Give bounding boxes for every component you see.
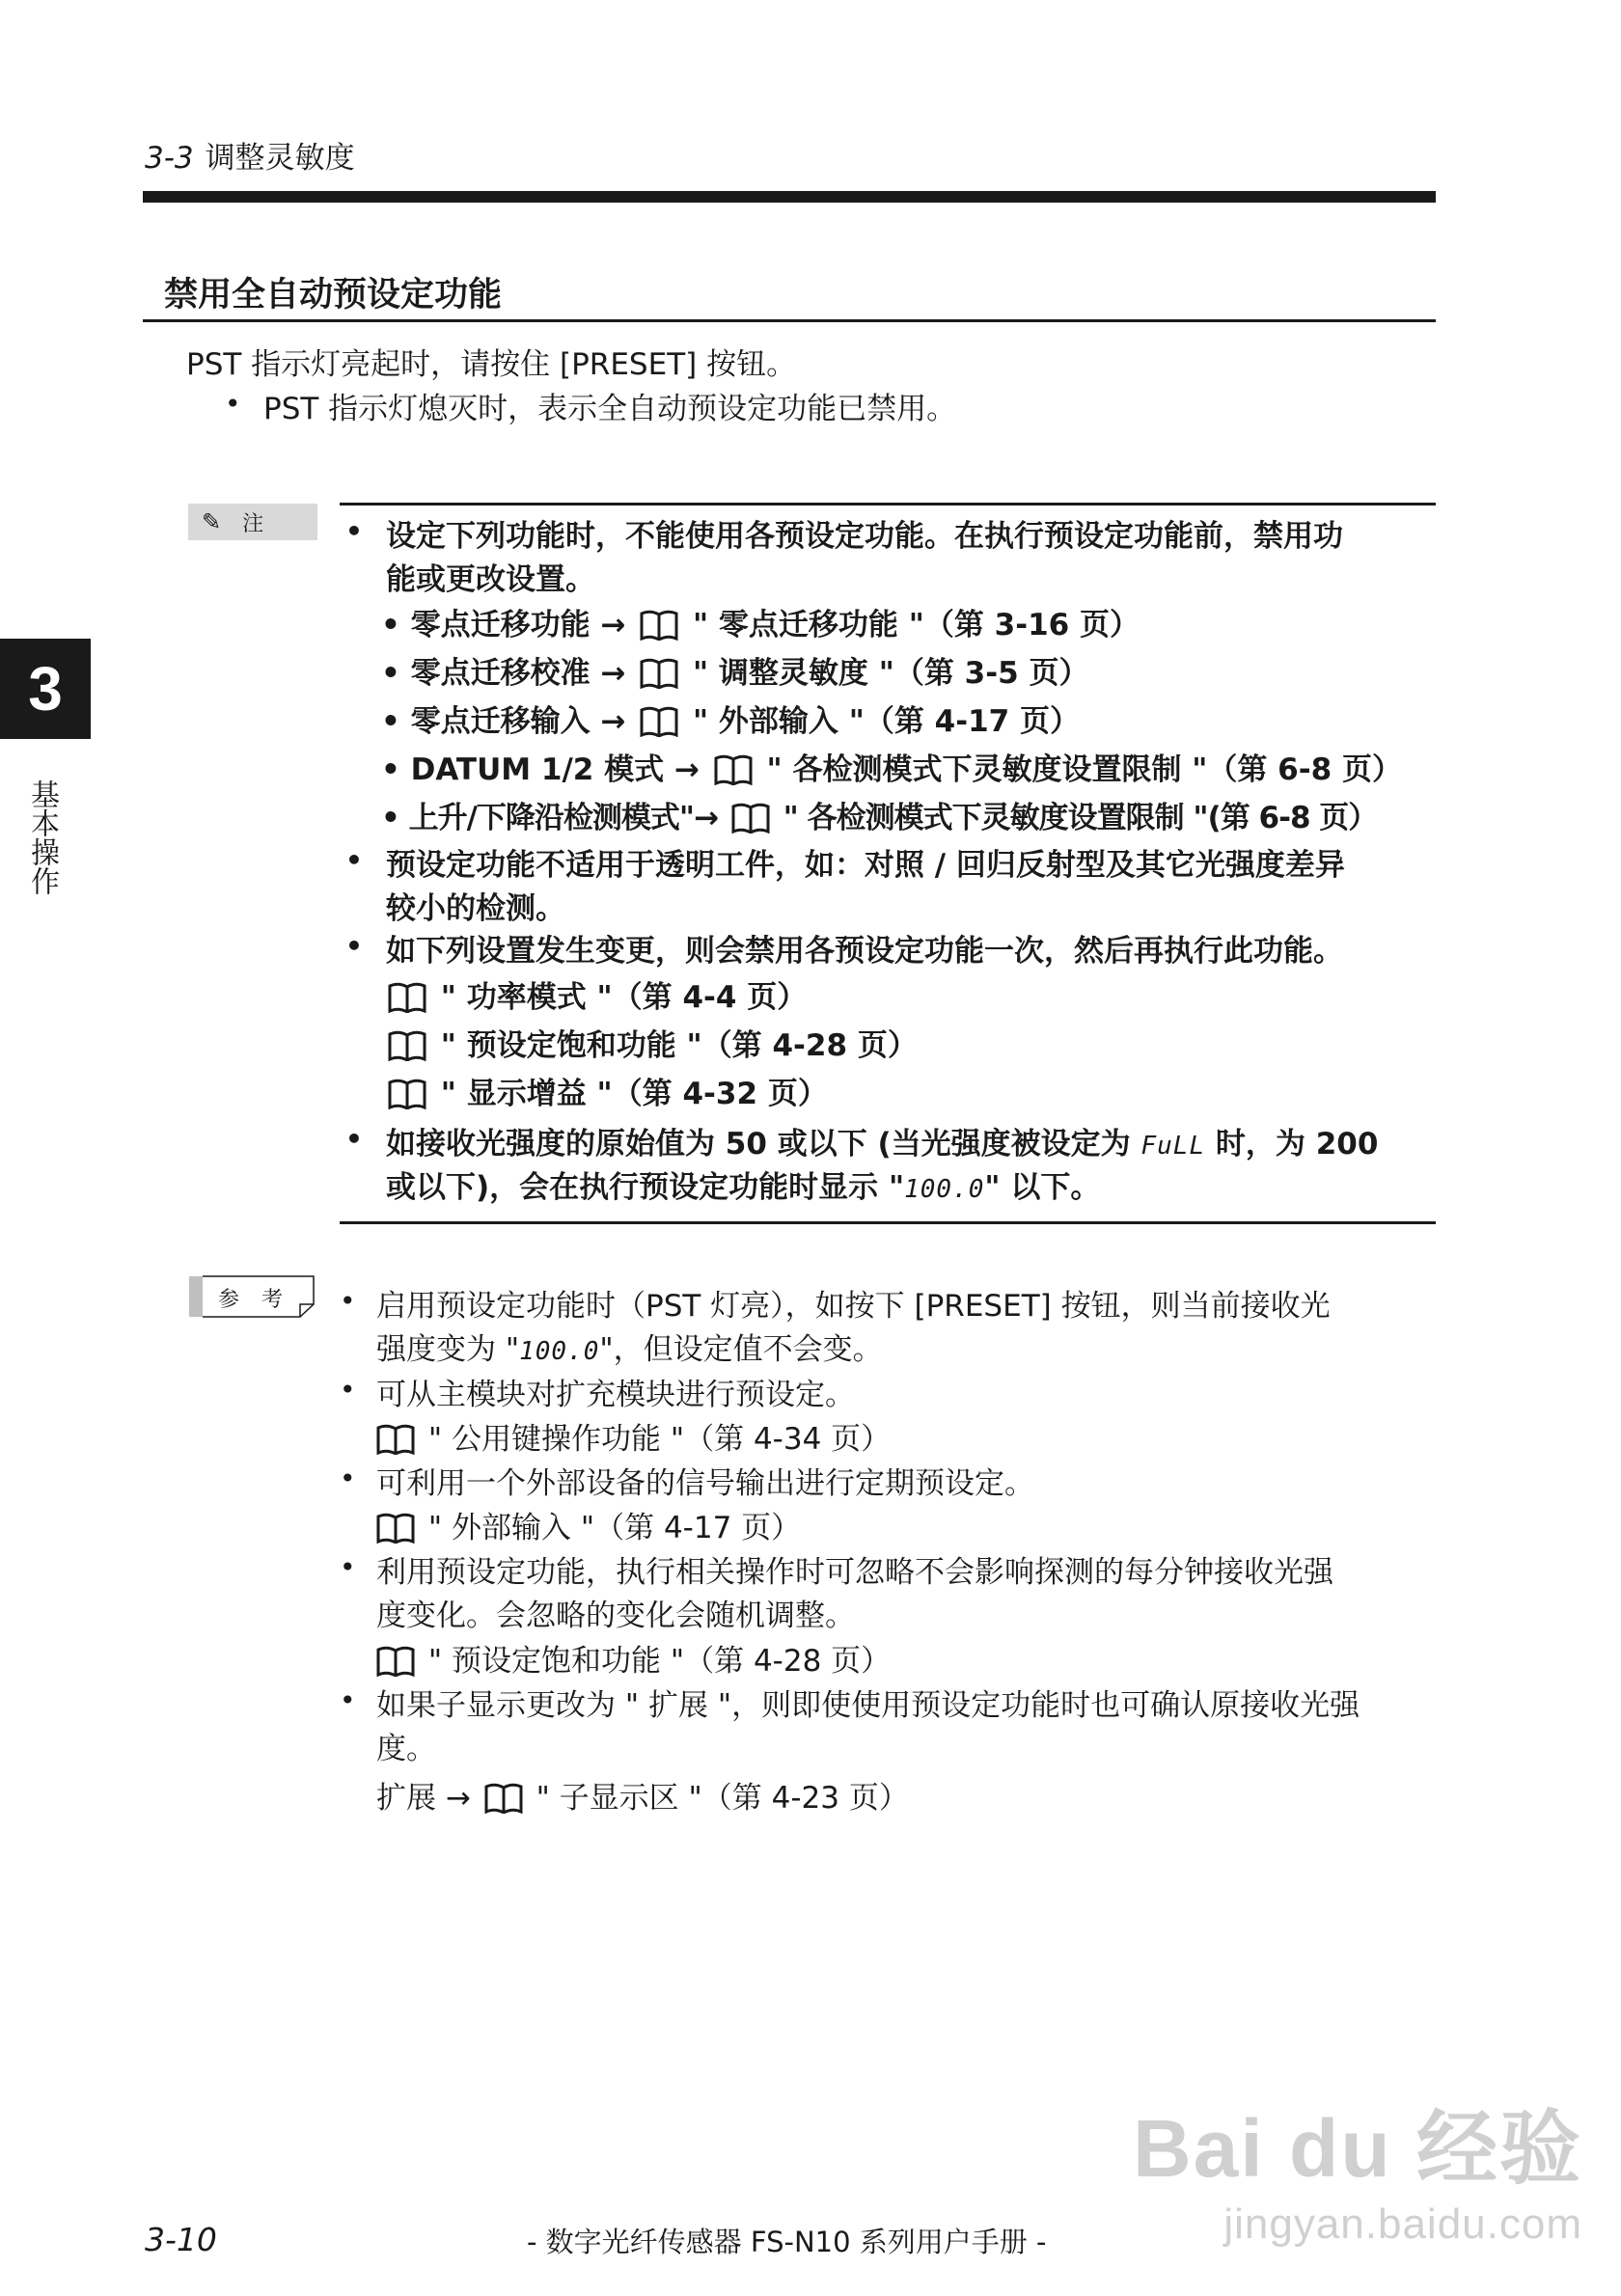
- note-text-part: " 以下。: [984, 1170, 1101, 1205]
- header-rule: [143, 191, 1436, 203]
- reference-text-part: "，但设定值不会变。: [599, 1332, 883, 1367]
- chapter-tab: 3: [0, 639, 91, 739]
- reference-label-text: 参 考: [218, 1288, 290, 1312]
- note-line: 预设定功能不适用于透明工件，如：对照 / 回归反射型及其它光强度差异: [386, 848, 1345, 883]
- note-ref-item: [384, 1021, 918, 1064]
- reference-ref-label: 扩展 →: [376, 1781, 471, 1816]
- reference-ref-text: " 预设定饱和功能 "（第 4-28 页）: [427, 1644, 892, 1679]
- section-title: 调整灵敏度: [205, 141, 355, 176]
- note-sub-item: [381, 793, 1377, 836]
- reference-ref-text: " 外部输入 "（第 4-17 页）: [427, 1511, 802, 1545]
- watermark-url: jingyan.baidu.com: [1223, 2200, 1582, 2248]
- reference-ref-item: [372, 1414, 891, 1458]
- chapter-label: 基本操作: [25, 779, 59, 895]
- book-icon: [640, 706, 678, 737]
- bullet-icon: •: [340, 1374, 356, 1406]
- book-icon: [388, 1030, 426, 1061]
- note-bottom-rule: [340, 1221, 1436, 1224]
- note-sub-label: • 零点迁移功能 →: [381, 608, 626, 642]
- section-number: 3-3: [145, 141, 194, 176]
- bullet-icon: •: [340, 1462, 356, 1494]
- note-ref-item: [384, 972, 807, 1016]
- bullet-icon: •: [345, 515, 363, 547]
- reference-line: 度变化。会忽略的变化会随机调整。: [376, 1599, 855, 1633]
- book-icon: [640, 658, 678, 689]
- note-line: 如下列设置发生变更，则会禁用各预设定功能一次，然后再执行此功能。: [386, 934, 1343, 969]
- note-sub-item: [381, 648, 1088, 692]
- pencil-icon: ✎: [202, 508, 222, 535]
- note-text-part: 时，为 200: [1215, 1127, 1379, 1162]
- note-sub-ref: " 各检测模式下灵敏度设置限制 "（第 6-8 页）: [766, 752, 1402, 787]
- note-label-text: 注: [242, 511, 264, 536]
- title-rule: [143, 319, 1436, 322]
- note-ref-text: " 预设定饱和功能 "（第 4-28 页）: [440, 1028, 918, 1063]
- note-sub-label: • 上升/下降沿检测模式"→: [381, 801, 719, 835]
- note-sub-item: [381, 697, 1080, 740]
- reference-text-part: 强度变为 ": [376, 1332, 520, 1367]
- note-sub-ref: " 外部输入 "（第 4-17 页）: [692, 704, 1081, 739]
- segment-display-text: FuLL: [1140, 1132, 1206, 1161]
- reference-ref-text: " 子显示区 "（第 4-23 页）: [536, 1781, 909, 1816]
- footer-title: - 数字光纤传感器 FS-N10 系列用户手册 -: [527, 2226, 1047, 2258]
- note-ref-item: [384, 1069, 828, 1112]
- bullet-icon: •: [340, 1551, 356, 1583]
- reference-ref-item: [376, 1773, 909, 1817]
- bullet-icon: •: [345, 844, 363, 876]
- book-icon: [376, 1424, 415, 1455]
- note-ref-text: " 显示增益 "（第 4-32 页）: [440, 1077, 828, 1111]
- segment-display-text: 100.0: [519, 1337, 600, 1366]
- note-sub-label: • DATUM 1/2 模式 →: [381, 752, 700, 787]
- bullet-icon: •: [225, 388, 241, 420]
- bullet-icon: •: [345, 1123, 363, 1155]
- page-number: 3-10: [145, 2221, 217, 2258]
- note-line: 较小的检测。: [386, 891, 565, 926]
- note-sub-label: • 零点迁移校准 →: [381, 656, 626, 691]
- note-sub-ref: " 零点迁移功能 "（第 3-16 页）: [692, 608, 1140, 642]
- reference-line: 可从主模块对扩充模块进行预设定。: [376, 1378, 855, 1412]
- note-line: 能或更改设置。: [386, 562, 595, 597]
- reference-ref-item: [372, 1503, 801, 1546]
- book-icon: [714, 754, 753, 785]
- bullet-icon: •: [340, 1684, 356, 1716]
- book-icon: [731, 803, 770, 834]
- note-text-part: 或以下)，会在执行预设定功能时显示 ": [386, 1170, 905, 1205]
- bullet-icon: •: [345, 930, 363, 962]
- note-sub-ref: " 各检测模式下灵敏度设置限制 "(第 6-8 页）: [783, 801, 1378, 835]
- note-line: [386, 1119, 1378, 1162]
- note-ref-text: " 功率模式 "（第 4-4 页）: [440, 980, 808, 1015]
- note-sub-ref: " 调整灵敏度 "（第 3-5 页）: [692, 656, 1089, 691]
- book-icon: [376, 1513, 415, 1544]
- book-icon: [388, 1079, 426, 1109]
- note-line: [386, 1162, 1100, 1206]
- note-top-rule: [340, 503, 1436, 506]
- reference-ref-item: [372, 1636, 891, 1680]
- watermark-logo: Bai du 经验: [1132, 2103, 1582, 2194]
- segment-display-text: 100.0: [904, 1175, 985, 1204]
- note-sub-item: [381, 600, 1140, 643]
- reference-ref-text: " 公用键操作功能 "（第 4-34 页）: [427, 1422, 892, 1457]
- reference-line: 启用预设定功能时（PST 灯亮），如按下 [PRESET] 按钮，则当前接收光: [376, 1289, 1331, 1324]
- note-line: 设定下列功能时，不能使用各预设定功能。在执行预设定功能前，禁用功: [386, 519, 1343, 554]
- reference-line: [376, 1325, 883, 1368]
- watermark: [1133, 2084, 1582, 2249]
- intro-text: PST 指示灯亮起时，请按住 [PRESET] 按钮。: [186, 347, 797, 382]
- bullet-icon: •: [340, 1285, 356, 1317]
- note-sub-label: • 零点迁移输入 →: [381, 704, 626, 739]
- note-text-part: 如接收光强度的原始值为 50 或以下 (当光强度被设定为: [386, 1127, 1131, 1162]
- note-sub-item: [381, 745, 1402, 788]
- intro-bullet: PST 指示灯熄灭时，表示全自动预设定功能已禁用。: [263, 392, 957, 426]
- running-header: [145, 133, 355, 177]
- book-icon: [388, 982, 426, 1013]
- reference-line: 度。: [376, 1732, 436, 1766]
- book-icon: [376, 1646, 415, 1677]
- note-label: [188, 504, 317, 540]
- reference-line: 可利用一个外部设备的信号输出进行定期预设定。: [376, 1466, 1034, 1501]
- page-title: 禁用全自动预设定功能: [164, 276, 503, 314]
- reference-line: 利用预设定功能，执行相关操作时可忽略不会影响探测的每分钟接收光强: [376, 1555, 1333, 1590]
- book-icon: [640, 610, 678, 641]
- reference-line: 如果子显示更改为 " 扩展 "，则即使使用预设定功能时也可确认原接收光强: [376, 1688, 1360, 1723]
- book-icon: [484, 1783, 523, 1814]
